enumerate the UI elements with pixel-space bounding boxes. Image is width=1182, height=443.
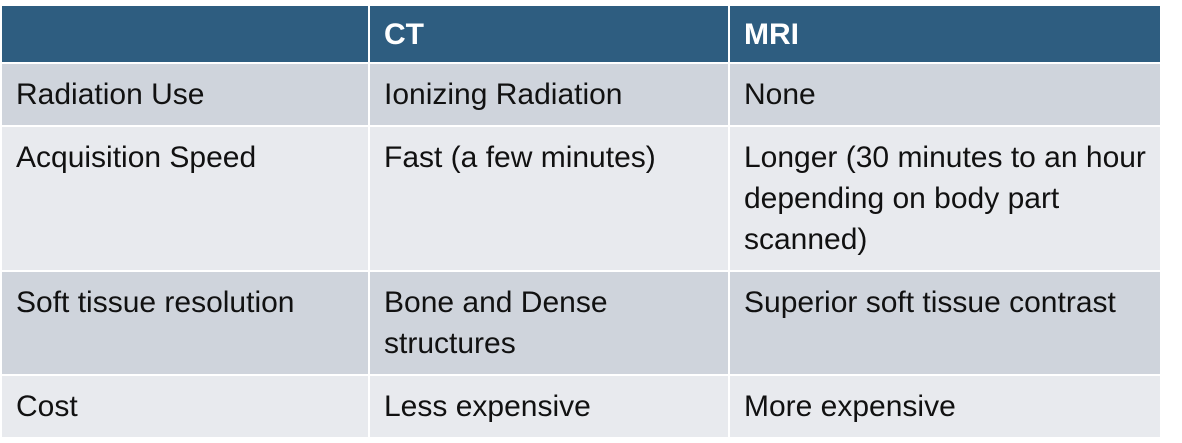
comparison-table	[0, 4, 1162, 439]
header-cell-mri: MRI	[729, 5, 1161, 63]
ct-cell: Ionizing Radiation	[369, 63, 729, 126]
mri-cell: None	[729, 63, 1161, 126]
row-label: Soft tissue resolution	[1, 271, 369, 375]
mri-cell: Longer (30 minutes to an hour depending on body part scanned)	[729, 126, 1161, 271]
ct-cell: Bone and Dense structures	[369, 271, 729, 375]
ct-cell: Fast (a few minutes)	[369, 126, 729, 271]
mri-cell: More expensive	[729, 375, 1161, 438]
row-label: Acquisition Speed	[1, 126, 369, 271]
row-label: Radiation Use	[1, 63, 369, 126]
table-row	[1, 271, 1161, 375]
row-label: Cost	[1, 375, 369, 438]
table-row	[1, 126, 1161, 271]
header-row	[1, 5, 1161, 63]
header-cell-empty	[1, 5, 369, 63]
mri-cell: Superior soft tissue contrast	[729, 271, 1161, 375]
header-cell-ct: CT	[369, 5, 729, 63]
table-row	[1, 375, 1161, 438]
ct-cell: Less expensive	[369, 375, 729, 438]
table-row	[1, 63, 1161, 126]
